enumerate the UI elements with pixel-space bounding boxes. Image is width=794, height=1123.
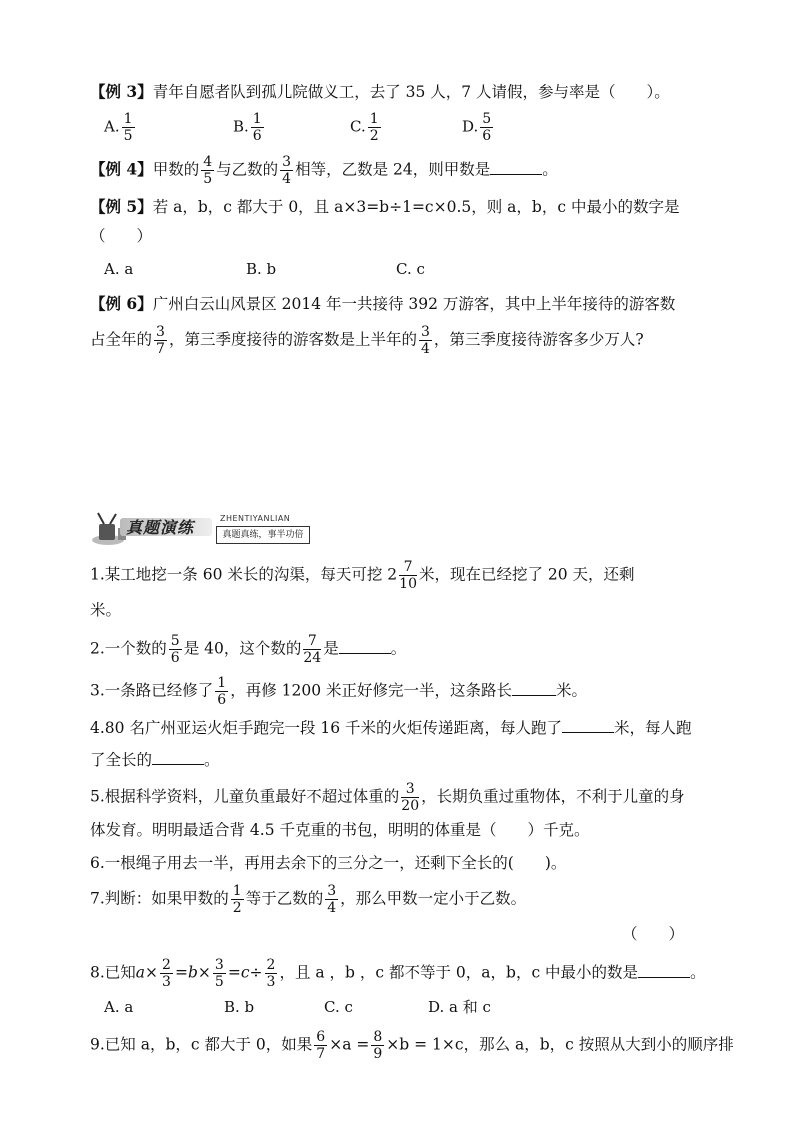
fraction: $\frac{1}{6}$ — [252, 111, 262, 144]
fraction: $\frac{3}{4}$ — [327, 883, 337, 916]
fraction: $\frac{7}{24}$ — [303, 633, 322, 666]
example-6-line-2: 占全年的 $\frac{3}{7}$ ，第三季度接待的游客数是上半年的 $\frac{3}{4}$ ，第三季度接待游客多少万人? — [90, 324, 644, 357]
fraction: $\frac{8}{9}$ — [373, 1029, 383, 1062]
banner-subtitle: 真题真练，事半功倍 — [216, 526, 310, 544]
section-banner — [90, 512, 310, 548]
answer-blank[interactable] — [638, 963, 690, 978]
fraction: $\frac{5}{6}$ — [170, 633, 180, 666]
question-8-option-a[interactable]: A. a — [104, 998, 134, 1016]
example-3-option-c[interactable]: C. $\frac{1}{2}$ — [350, 111, 379, 144]
answer-blank[interactable] — [152, 750, 204, 765]
fraction: $\frac{6}{7}$ — [316, 1029, 326, 1062]
question-8-option-d[interactable]: D. a 和 c — [428, 998, 491, 1016]
question-1: 1.某工地挖一条 60 米长的沟渠，每天可挖 2 $\frac{7}{10}$ 米，现在已经挖了 20 天，还剩 — [90, 559, 635, 592]
example-5-option-b[interactable]: B. b — [246, 260, 277, 278]
example-3-tag: 【例 3】 — [90, 82, 153, 101]
example-3 — [90, 80, 670, 104]
example-6: 【例 6】广州白云山风景区 2014 年一共接待 392 万游客，其中上半年接待的游客数 — [90, 294, 676, 313]
fraction: $\frac{1}{5}$ — [123, 111, 133, 144]
question-4-line-2: 了全长的 。 — [90, 751, 220, 769]
question-8-option-c[interactable]: C. c — [324, 998, 353, 1016]
fraction: $\frac{7}{10}$ — [399, 559, 417, 592]
banner-title: 真题演练 — [126, 518, 195, 537]
question-8: 8.已知a× $\frac{2}{3}$ =b× $\frac{3}{5}$ =c÷ $\frac{2}{3}$ ，且 a ，b ，c 都不等于 0，a，b，c 中最小的数是 。 — [90, 957, 706, 990]
fraction: $\frac{3}{20}$ — [401, 781, 420, 814]
fraction: $\frac{1}{2}$ — [232, 883, 242, 916]
question-1-line-2: 米。 — [90, 601, 122, 619]
fraction: $\frac{3}{7}$ — [156, 324, 165, 357]
banner-en: ZHENTIYANLIAN — [220, 514, 291, 523]
answer-blank[interactable] — [562, 718, 614, 733]
fraction: $\frac{3}{4}$ — [420, 324, 430, 357]
example-3-option-d[interactable]: D. $\frac{5}{6}$ — [462, 111, 492, 144]
example-3-option-b[interactable]: B. $\frac{1}{6}$ — [233, 111, 262, 144]
example-4: 【例 4】甲数的 $\frac{4}{5}$ 与乙数的 $\frac{3}{4}$ 相等，乙数是 24，则甲数是 。 — [90, 154, 558, 187]
example-5-option-a[interactable]: A. a — [104, 260, 134, 278]
fraction: $\frac{3}{5}$ — [214, 957, 224, 990]
question-8-option-b[interactable]: B. b — [224, 998, 255, 1016]
question-9: 9.已知 a，b，c 都大于 0，如果 $\frac{6}{7}$ ×a = $\frac{8}{9}$ ×b = 1×c，那么 a，b，c 按照从大到小的顺序排 — [90, 1029, 734, 1062]
example-5: 【例 5】若 a，b，c 都大于 0，且 a×3=b÷1=c×0.5，则 a，b，c 中最小的数字是 — [90, 197, 680, 216]
question-3: 3.一条路已经修了 $\frac{1}{6}$ ，再修 1200 米正好修完一半，这条路长 米。 — [90, 675, 588, 708]
fraction: $\frac{2}{3}$ — [266, 957, 276, 990]
example-5-option-c[interactable]: C. c — [396, 260, 425, 278]
example-3-text: 青年自愿者队到孤儿院做义工，去了 35 人，7 人请假，参与率是（ ）。 — [152, 83, 670, 101]
question-5: 5.根据科学资料，儿童负重最好不超过体重的 $\frac{3}{20}$ ，长期负重过重物体，不利于儿童的身 — [90, 781, 685, 814]
question-4: 4.80 名广州亚运火炬手跑完一段 16 千米的火炬传递距离，每人跑了 米，每人跑 — [90, 719, 692, 737]
answer-blank[interactable] — [490, 160, 542, 175]
fraction: $\frac{5}{6}$ — [482, 111, 492, 144]
question-7-paren[interactable]: （ ） — [622, 925, 685, 943]
fraction: $\frac{1}{6}$ — [217, 675, 227, 708]
question-5-line-2: 体发育。明明最适合背 4.5 千克重的书包，明明的体重是（ ）千克。 — [90, 821, 590, 839]
answer-blank[interactable] — [512, 681, 556, 696]
fraction: $\frac{4}{5}$ — [203, 154, 213, 187]
fraction: $\frac{2}{3}$ — [162, 957, 171, 990]
fraction: $\frac{1}{2}$ — [369, 111, 379, 144]
question-6: 6.一根绳子用去一半，再用去余下的三分之一，还剩下全长的( )。 — [90, 854, 567, 872]
fraction: $\frac{3}{4}$ — [282, 154, 292, 187]
question-7: 7.判断：如果甲数的 $\frac{1}{2}$ 等于乙数的 $\frac{3}{4}$ ，那么甲数一定小于乙数。 — [90, 883, 527, 916]
answer-blank[interactable] — [339, 639, 391, 654]
example-3-option-a[interactable]: A. $\frac{1}{5}$ — [104, 111, 133, 144]
example-5-paren[interactable]: （ ） — [90, 227, 153, 245]
question-2: 2.一个数的 $\frac{5}{6}$ 是 40，这个数的 $\frac{7}{24}$ 是 。 — [90, 633, 407, 666]
